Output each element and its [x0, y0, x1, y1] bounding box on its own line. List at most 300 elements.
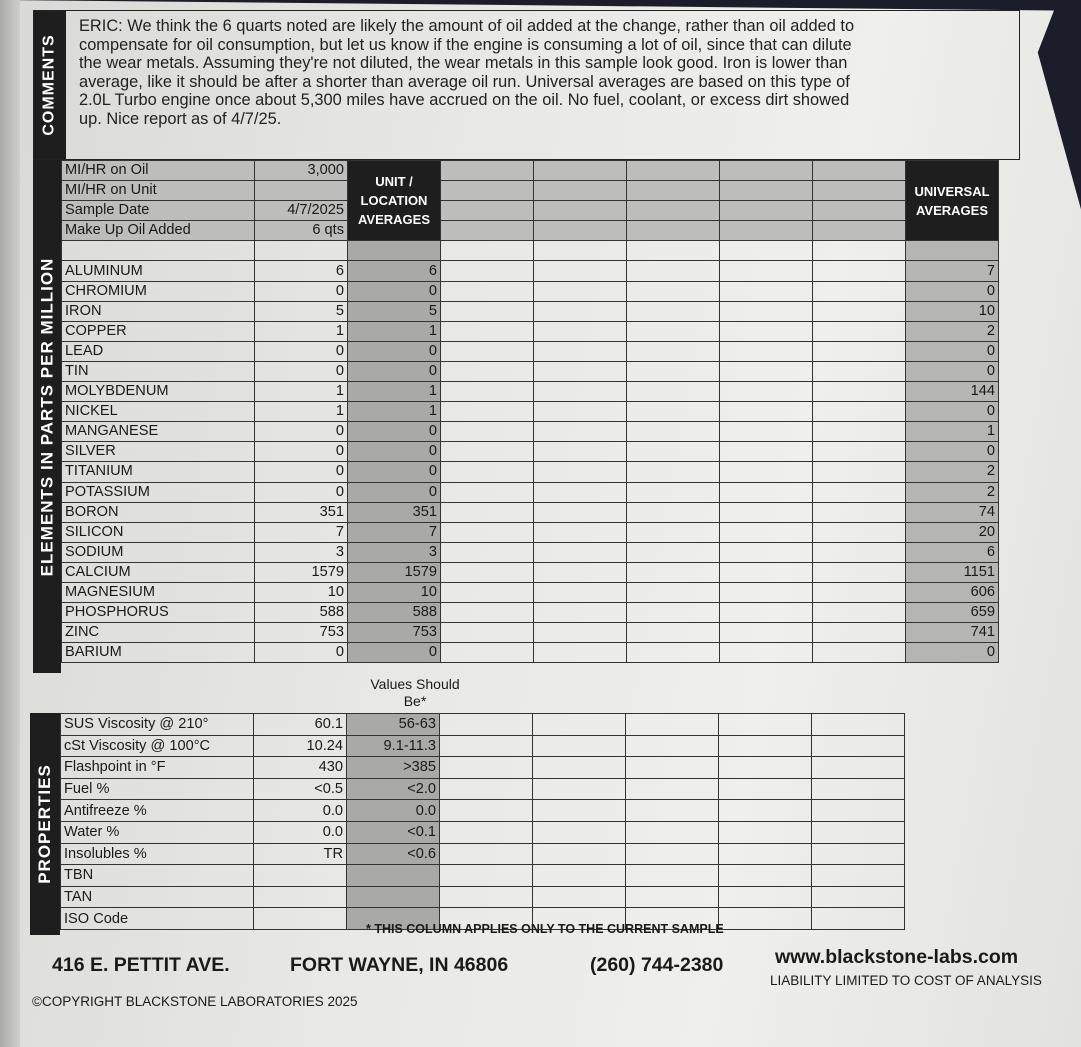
- element-unit-average: 1: [348, 382, 441, 402]
- empty-sample-cell: [441, 623, 534, 643]
- element-row: [62, 542, 999, 562]
- empty-sample-cell: [534, 502, 627, 522]
- comment-text: [79, 17, 1009, 128]
- element-row: [62, 582, 999, 602]
- element-row: [62, 462, 999, 482]
- empty-property-cell: [533, 757, 626, 779]
- empty-sample-cell: [627, 462, 720, 482]
- element-name: POTASSIUM: [62, 482, 255, 502]
- empty-sample-cell: [441, 422, 534, 442]
- empty-sample-cell: [720, 442, 813, 462]
- empty-sample-cell: [627, 542, 720, 562]
- values-should-be-header: Values Should Be*: [370, 676, 460, 709]
- empty-property-cell: [440, 821, 533, 843]
- empty-sample-cell: [441, 361, 534, 381]
- property-row: [61, 714, 905, 736]
- empty-sample-cell: [441, 341, 534, 361]
- element-value: 0: [255, 361, 348, 381]
- element-value: 0: [255, 643, 348, 663]
- empty-sample-cell: [720, 201, 813, 221]
- empty-sample-cell: [534, 623, 627, 643]
- empty-property-cell: [440, 757, 533, 779]
- empty-sample-cell: [720, 522, 813, 542]
- empty-property-cell: [533, 821, 626, 843]
- element-universal-average: 0: [906, 361, 999, 381]
- empty-sample-cell: [813, 181, 906, 201]
- empty-property-cell: [533, 800, 626, 822]
- empty-sample-cell: [441, 502, 534, 522]
- empty-sample-cell: [441, 382, 534, 402]
- empty-sample-cell: [720, 301, 813, 321]
- empty-sample-cell: [813, 442, 906, 462]
- empty-sample-cell: [720, 422, 813, 442]
- sample-info-label: MI/HR on Unit: [62, 181, 255, 201]
- empty-sample-cell: [441, 301, 534, 321]
- element-unit-average: 7: [348, 522, 441, 542]
- element-unit-average: 10: [348, 582, 441, 602]
- empty-sample-cell: [720, 181, 813, 201]
- empty-sample-cell: [441, 281, 534, 301]
- empty-property-cell: [440, 778, 533, 800]
- empty-sample-cell: [813, 261, 906, 281]
- spacer-cell: [534, 241, 627, 261]
- empty-property-cell: [533, 886, 626, 908]
- empty-sample-cell: [534, 221, 627, 241]
- property-value: [254, 865, 347, 887]
- liability-note: LIABILITY LIMITED TO COST OF ANALYSIS: [770, 973, 1042, 988]
- empty-sample-cell: [441, 402, 534, 422]
- comment-line: average, like it should be after a shorter than average oil run. Universal averages are based on this type of: [79, 72, 850, 91]
- empty-sample-cell: [720, 462, 813, 482]
- property-name: Flashpoint in °F: [61, 757, 254, 779]
- empty-sample-cell: [441, 221, 534, 241]
- element-unit-average: 5: [348, 301, 441, 321]
- empty-property-cell: [440, 800, 533, 822]
- empty-sample-cell: [720, 623, 813, 643]
- spacer-cell: [720, 241, 813, 261]
- element-name: SODIUM: [62, 542, 255, 562]
- property-name: Insolubles %: [61, 843, 254, 865]
- element-name: CALCIUM: [62, 562, 255, 582]
- spacer-cell: [813, 241, 906, 261]
- empty-sample-cell: [720, 321, 813, 341]
- empty-sample-cell: [813, 562, 906, 582]
- element-row: [62, 643, 999, 663]
- element-universal-average: 1151: [906, 562, 999, 582]
- element-universal-average: 7: [906, 261, 999, 281]
- universal-averages-header: UNIVERSAL AVERAGES: [906, 161, 999, 241]
- empty-sample-cell: [720, 382, 813, 402]
- property-value: 60.1: [254, 714, 347, 736]
- element-universal-average: 1: [906, 422, 999, 442]
- element-row: [62, 382, 999, 402]
- empty-sample-cell: [534, 261, 627, 281]
- element-name: IRON: [62, 301, 255, 321]
- elements-section-label: ELEMENTS IN PARTS PER MILLION: [33, 160, 61, 673]
- property-name: TAN: [61, 886, 254, 908]
- element-row: [62, 603, 999, 623]
- empty-property-cell: [533, 714, 626, 736]
- sample-info-value: 3,000: [255, 161, 348, 181]
- property-value: TR: [254, 843, 347, 865]
- element-value: 3: [255, 542, 348, 562]
- element-unit-average: 0: [348, 422, 441, 442]
- empty-sample-cell: [813, 341, 906, 361]
- empty-sample-cell: [627, 281, 720, 301]
- empty-property-cell: [626, 800, 719, 822]
- property-value: 10.24: [254, 735, 347, 757]
- element-name: MOLYBDENUM: [62, 382, 255, 402]
- element-value: 10: [255, 582, 348, 602]
- empty-property-cell: [440, 886, 533, 908]
- empty-sample-cell: [441, 562, 534, 582]
- empty-property-cell: [812, 843, 905, 865]
- property-value: [254, 908, 347, 930]
- element-unit-average: 588: [348, 603, 441, 623]
- empty-sample-cell: [813, 321, 906, 341]
- empty-sample-cell: [441, 582, 534, 602]
- element-value: 5: [255, 301, 348, 321]
- empty-sample-cell: [534, 542, 627, 562]
- comment-line: the wear metals. Assuming they're not diluted, the wear metals in this sample look good. Iron is lower than: [79, 54, 848, 72]
- element-unit-average: 1: [348, 321, 441, 341]
- property-should-be: 56-63: [347, 714, 440, 736]
- element-unit-average: 351: [348, 502, 441, 522]
- empty-property-cell: [533, 865, 626, 887]
- empty-sample-cell: [813, 482, 906, 502]
- property-name: Antifreeze %: [61, 800, 254, 822]
- element-unit-average: 0: [348, 281, 441, 301]
- empty-property-cell: [626, 886, 719, 908]
- empty-sample-cell: [534, 361, 627, 381]
- empty-sample-cell: [441, 181, 534, 201]
- empty-sample-cell: [441, 261, 534, 281]
- element-universal-average: 659: [906, 603, 999, 623]
- element-value: 1: [255, 402, 348, 422]
- comment-line: compensate for oil consumption, but let us know if the engine is consuming a lot of oil, since that can dilute: [79, 35, 852, 54]
- property-should-be: [347, 865, 440, 887]
- empty-sample-cell: [534, 603, 627, 623]
- element-value: 351: [255, 502, 348, 522]
- empty-sample-cell: [441, 482, 534, 502]
- empty-sample-cell: [813, 281, 906, 301]
- property-should-be: <0.6: [347, 843, 440, 865]
- empty-sample-cell: [813, 522, 906, 542]
- empty-property-cell: [626, 714, 719, 736]
- empty-property-cell: [812, 886, 905, 908]
- empty-sample-cell: [441, 161, 534, 181]
- empty-property-cell: [719, 757, 812, 779]
- element-universal-average: 144: [906, 382, 999, 402]
- property-row: [61, 886, 905, 908]
- element-unit-average: 0: [348, 643, 441, 663]
- element-name: MANGANESE: [62, 422, 255, 442]
- empty-sample-cell: [720, 402, 813, 422]
- empty-property-cell: [812, 821, 905, 843]
- empty-sample-cell: [627, 643, 720, 663]
- element-unit-average: 1579: [348, 562, 441, 582]
- element-name: BORON: [62, 502, 255, 522]
- empty-sample-cell: [441, 643, 534, 663]
- spacer-cell: [627, 241, 720, 261]
- empty-sample-cell: [441, 442, 534, 462]
- property-row: [61, 735, 905, 757]
- element-row: [62, 522, 999, 542]
- empty-property-cell: [812, 778, 905, 800]
- property-row: [61, 821, 905, 843]
- sample-info-value: [255, 181, 348, 201]
- website-link[interactable]: www.blackstone-labs.com: [775, 946, 1019, 968]
- element-unit-average: 6: [348, 261, 441, 281]
- element-name: BARIUM: [62, 643, 255, 663]
- comment-line: ERIC: We think the 6 quarts noted are likely the amount of oil added at the change, rather than oil added to: [79, 17, 855, 35]
- elements-table: [61, 160, 999, 663]
- element-universal-average: 0: [906, 281, 999, 301]
- empty-sample-cell: [627, 221, 720, 241]
- sample-info-row: [62, 161, 999, 181]
- page-edge-shadow: [0, 0, 20, 1047]
- property-value: <0.5: [254, 778, 347, 800]
- element-value: 0: [255, 462, 348, 482]
- empty-sample-cell: [813, 402, 906, 422]
- empty-sample-cell: [720, 341, 813, 361]
- sample-info-value: 4/7/2025: [255, 201, 348, 221]
- empty-property-cell: [719, 800, 812, 822]
- empty-property-cell: [440, 865, 533, 887]
- empty-property-cell: [812, 800, 905, 822]
- property-name: Water %: [61, 821, 254, 843]
- element-universal-average: 74: [906, 502, 999, 522]
- element-name: SILICON: [62, 522, 255, 542]
- element-universal-average: 0: [906, 341, 999, 361]
- empty-sample-cell: [720, 542, 813, 562]
- element-universal-average: 0: [906, 643, 999, 663]
- empty-property-cell: [626, 843, 719, 865]
- element-unit-average: 753: [348, 623, 441, 643]
- empty-sample-cell: [627, 482, 720, 502]
- empty-sample-cell: [813, 422, 906, 442]
- empty-sample-cell: [813, 301, 906, 321]
- element-row: [62, 402, 999, 422]
- empty-sample-cell: [534, 422, 627, 442]
- property-row: [61, 843, 905, 865]
- element-name: ZINC: [62, 623, 255, 643]
- spacer-cell: [348, 241, 441, 261]
- property-name: ISO Code: [61, 908, 254, 930]
- empty-sample-cell: [813, 542, 906, 562]
- empty-property-cell: [719, 908, 812, 930]
- empty-property-cell: [533, 778, 626, 800]
- element-value: 1: [255, 321, 348, 341]
- empty-property-cell: [719, 865, 812, 887]
- property-value: 0.0: [254, 821, 347, 843]
- element-row: [62, 422, 999, 442]
- empty-sample-cell: [534, 161, 627, 181]
- empty-sample-cell: [813, 623, 906, 643]
- property-should-be: 9.1-11.3: [347, 735, 440, 757]
- element-value: 753: [255, 623, 348, 643]
- element-name: CHROMIUM: [62, 281, 255, 301]
- element-name: TITANIUM: [62, 462, 255, 482]
- empty-sample-cell: [534, 341, 627, 361]
- spacer-cell: [906, 241, 999, 261]
- empty-property-cell: [812, 757, 905, 779]
- empty-property-cell: [626, 735, 719, 757]
- empty-sample-cell: [441, 603, 534, 623]
- element-name: MAGNESIUM: [62, 582, 255, 602]
- empty-sample-cell: [534, 643, 627, 663]
- properties-table: [60, 713, 905, 930]
- empty-property-cell: [626, 778, 719, 800]
- element-row: [62, 502, 999, 522]
- empty-sample-cell: [534, 301, 627, 321]
- property-should-be: <2.0: [347, 778, 440, 800]
- property-should-be: [347, 886, 440, 908]
- element-row: [62, 623, 999, 643]
- property-name: TBN: [61, 865, 254, 887]
- empty-sample-cell: [627, 321, 720, 341]
- element-name: PHOSPHORUS: [62, 603, 255, 623]
- empty-property-cell: [719, 714, 812, 736]
- element-name: SILVER: [62, 442, 255, 462]
- empty-property-cell: [440, 735, 533, 757]
- empty-property-cell: [812, 908, 905, 930]
- element-row: [62, 482, 999, 502]
- element-universal-average: 6: [906, 542, 999, 562]
- address: 416 E. PETTIT AVE.: [52, 954, 230, 976]
- empty-sample-cell: [627, 161, 720, 181]
- properties-section-label: PROPERTIES: [30, 713, 60, 935]
- empty-sample-cell: [441, 522, 534, 542]
- empty-sample-cell: [627, 402, 720, 422]
- sample-info-row: [62, 221, 999, 241]
- empty-sample-cell: [813, 201, 906, 221]
- element-value: 588: [255, 603, 348, 623]
- element-row: [62, 442, 999, 462]
- property-value: 0.0: [254, 800, 347, 822]
- empty-sample-cell: [813, 502, 906, 522]
- empty-sample-cell: [627, 301, 720, 321]
- element-row: [62, 301, 999, 321]
- phone: (260) 744-2380: [590, 954, 724, 976]
- empty-property-cell: [812, 735, 905, 757]
- empty-sample-cell: [627, 181, 720, 201]
- element-universal-average: 606: [906, 582, 999, 602]
- element-value: 0: [255, 341, 348, 361]
- empty-property-cell: [440, 714, 533, 736]
- sample-info-label: MI/HR on Oil: [62, 161, 255, 181]
- property-should-be: <0.1: [347, 821, 440, 843]
- empty-property-cell: [719, 821, 812, 843]
- comment-line: 2.0L Turbo engine once about 5,300 miles have accrued on the oil. No fuel, coolant, or excess dirt showed: [79, 91, 850, 109]
- element-name: NICKEL: [62, 402, 255, 422]
- empty-sample-cell: [813, 382, 906, 402]
- property-should-be: >385: [347, 757, 440, 779]
- copyright: ©COPYRIGHT BLACKSTONE LABORATORIES 2025: [32, 994, 358, 1009]
- element-value: 1579: [255, 562, 348, 582]
- empty-sample-cell: [627, 623, 720, 643]
- empty-sample-cell: [720, 161, 813, 181]
- empty-sample-cell: [813, 361, 906, 381]
- element-value: 0: [255, 422, 348, 442]
- empty-sample-cell: [534, 181, 627, 201]
- element-row: [62, 281, 999, 301]
- element-name: ALUMINUM: [62, 261, 255, 281]
- empty-sample-cell: [627, 502, 720, 522]
- element-name: LEAD: [62, 341, 255, 361]
- empty-property-cell: [719, 886, 812, 908]
- element-universal-average: 2: [906, 482, 999, 502]
- spacer-cell: [255, 241, 348, 261]
- empty-sample-cell: [720, 361, 813, 381]
- empty-property-cell: [626, 865, 719, 887]
- empty-sample-cell: [720, 482, 813, 502]
- empty-sample-cell: [627, 261, 720, 281]
- element-unit-average: 1: [348, 402, 441, 422]
- empty-sample-cell: [627, 361, 720, 381]
- empty-sample-cell: [534, 281, 627, 301]
- empty-sample-cell: [720, 603, 813, 623]
- city: FORT WAYNE, IN 46806: [290, 954, 509, 976]
- empty-sample-cell: [720, 582, 813, 602]
- empty-sample-cell: [627, 341, 720, 361]
- empty-sample-cell: [534, 582, 627, 602]
- property-name: cSt Viscosity @ 100°C: [61, 735, 254, 757]
- empty-sample-cell: [534, 321, 627, 341]
- empty-sample-cell: [720, 221, 813, 241]
- element-unit-average: 0: [348, 442, 441, 462]
- empty-property-cell: [812, 865, 905, 887]
- empty-sample-cell: [534, 201, 627, 221]
- empty-property-cell: [719, 735, 812, 757]
- element-universal-average: 20: [906, 522, 999, 542]
- empty-sample-cell: [627, 382, 720, 402]
- property-should-be: 0.0: [347, 800, 440, 822]
- element-name: COPPER: [62, 321, 255, 341]
- element-row: [62, 321, 999, 341]
- element-unit-average: 0: [348, 482, 441, 502]
- empty-sample-cell: [441, 462, 534, 482]
- empty-property-cell: [719, 778, 812, 800]
- sample-info-label: Make Up Oil Added: [62, 221, 255, 241]
- empty-sample-cell: [534, 562, 627, 582]
- empty-property-cell: [812, 714, 905, 736]
- element-row: [62, 361, 999, 381]
- empty-sample-cell: [720, 643, 813, 663]
- element-universal-average: 741: [906, 623, 999, 643]
- empty-sample-cell: [627, 603, 720, 623]
- comments-section: [33, 10, 1020, 160]
- empty-property-cell: [626, 821, 719, 843]
- property-name: SUS Viscosity @ 210°: [61, 714, 254, 736]
- element-value: 1: [255, 382, 348, 402]
- empty-sample-cell: [627, 582, 720, 602]
- element-name: TIN: [62, 361, 255, 381]
- property-row: [61, 778, 905, 800]
- sample-info-value: 6 qts: [255, 221, 348, 241]
- empty-sample-cell: [627, 522, 720, 542]
- element-value: 7: [255, 522, 348, 542]
- element-row: [62, 261, 999, 281]
- empty-sample-cell: [813, 643, 906, 663]
- element-universal-average: 0: [906, 442, 999, 462]
- element-universal-average: 0: [906, 402, 999, 422]
- empty-property-cell: [533, 735, 626, 757]
- empty-sample-cell: [627, 442, 720, 462]
- property-row: [61, 757, 905, 779]
- empty-property-cell: [719, 843, 812, 865]
- sample-info-row: [62, 181, 999, 201]
